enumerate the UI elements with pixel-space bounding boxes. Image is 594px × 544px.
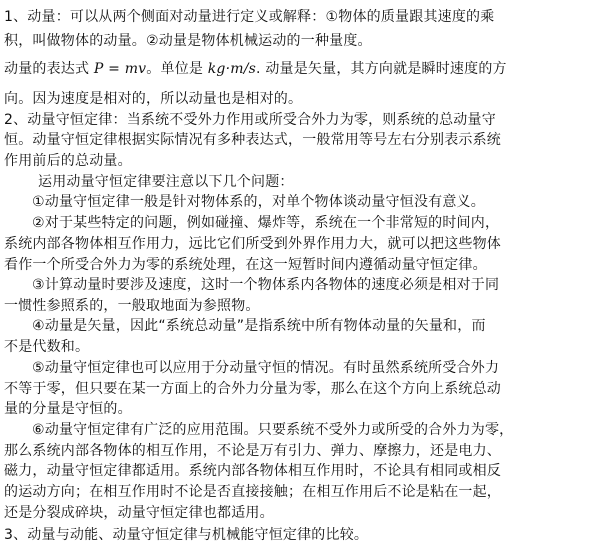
text-line-6: 恒。动量守恒定律根据实际情况有多种表达式，一般常用等号左右分别表示系统 [4,132,501,148]
text-line-19: 量的分量是守恒的。 [4,401,132,417]
text-line-10: ②对于某些特定的问题，例如碰撞、爆炸等，系统在一个非常短的时间内， [32,215,500,231]
text-line-1: 1、动量：可以从两个侧面对动量进行定义或解释：①物体的质量跟其速度的乘 [4,9,495,25]
text-line-24: 还是分裂成碎块，动量守恒定律也都适用。 [4,505,274,521]
text-line-20: ⑥动量守恒定律有广泛的应用范围。只要系统不受外力或所受的合外力为零， [32,422,514,438]
text-line-17: ⑤动量守恒定律也可以应用于分动量守恒的情况。有时虽然系统所受合外力 [32,360,500,376]
text-line-13: ③计算动量时要涉及速度，这时一个物体系内各物体的速度必须是相对于同 [32,277,500,293]
text-line-12: 看作一个所受合外力为零的系统处理，在这一短暂时间内遵循动量守恒定律。 [4,257,487,273]
text-line-22: 磁力，动量守恒定律都适用。系统内部各物体相互作用时，不论具有相同或相反 [4,463,501,479]
text-line-4: 向。因为速度是相对的，所以动量也是相对的。 [4,91,303,107]
text-line-9: ①动量守恒定律一般是针对物体系的，对单个物体谈动量守恒没有意义。 [32,194,485,210]
formula-line [4,60,507,78]
text-line-16: 不是代数和。 [4,339,90,355]
formula-line-text-3: . 动量是矢量，其方向就是瞬时速度的方 [256,61,507,77]
text-line-11: 系统内部各物体相互作用力，远比它们所受到外界作用力大，就可以把这些物体 [4,236,501,252]
text-line-14: 一惯性参照系的，一般取地面为参照物。 [4,298,260,314]
formula-line-text-2: 。单位是 [146,61,208,77]
text-line-5: 2、动量守恒定律：当系统不受外力作用或所受合外力为零，则系统的总动量守 [4,112,496,128]
text-line-2: 积，叫做物体的动量。②动量是物体机械运动的一种量度。 [4,33,372,49]
text-line-8: 运用动量守恒定律要注意以下几个问题： [38,174,294,190]
text-line-15: ④动量是矢量，因此“系统总动量”是指系统中所有物体动量的矢量和，而 [32,318,486,334]
text-line-18: 不等于零，但只要在某一方面上的合外力分量为零，那么在这个方向上系统总动 [4,381,501,397]
formula-line-text-1: 动量的表达式 [4,61,94,77]
text-line-23: 的运动方向；在相互作用时不论是否直接接触；在相互作用后不论是粘在一起， [4,484,501,500]
momentum-formula: P = mv [93,61,147,77]
text-line-7: 作用前后的总动量。 [4,153,132,169]
text-line-21: 那么系统内部各物体的相互作用，不论是万有引力、弹力、摩擦力，还是电力、 [4,443,501,459]
momentum-unit: kg·m/s [207,61,257,77]
text-line-25: 3、动量与动能、动量守恒定律与机械能守恒定律的比较。 [4,527,369,543]
